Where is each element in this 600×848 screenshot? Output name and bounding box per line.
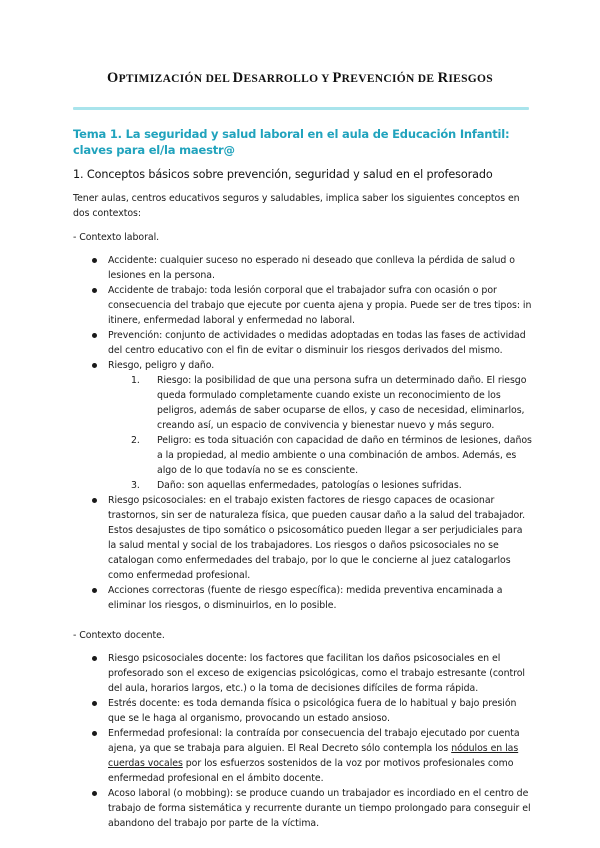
title-divider <box>73 107 529 110</box>
underlined-text: nódulos en las cuerdas vocales <box>108 743 519 769</box>
numbered-item: 2. Peligro: es toda situación con capacidad de daño en términos de lesiones, daños a la propiedad, al medio ambiente o una combinación de ambos. Además, es algo de lo que todavía no se es consciente. <box>131 435 532 476</box>
context-label-docente: - Contexto docente. <box>73 630 165 641</box>
list-item: Prevención: conjunto de actividades o medidas adoptadas en todas las fases de actividad del centro educativo con el fin de evitar o disminuir los riesgos derivados del mismo. <box>73 328 533 358</box>
list-item: Riesgo, peligro y daño. 1. Riesgo: la posibilidad de que una persona sufra un determinado daño. El riesgo queda formulado completamente cuando existe un reconocimiento de los peligros, además de saber ocuparse de ellos, y caso de necesidad, eliminarlos, creando así, un espacio de convivencia y bienestar nuevo y más seguro. 2. Peligro: es toda situación con capacidad de daño en términos de lesiones, daños a la propiedad, al medio ambiente o una combinación de ambos. Además, es algo de lo que todavía no se es consciente. 3. Daño: son aquellas enfermedades, patologías o lesiones sufridas. <box>73 358 533 493</box>
context-label-laboral: - Contexto laboral. <box>73 232 160 243</box>
topic-heading: Tema 1. La seguridad y salud laboral en el aula de Educación Infantil: claves para el/la maestr@ <box>73 127 510 157</box>
list-item: Riesgo psicosociales docente: los factores que facilitan los daños psicosociales en el profesorado son el exceso de exigencias psicológicas, como el trabajo estresante (control del aula, horarios largos, etc.) o la toma de decisiones difíciles de forma rápida. <box>73 651 533 696</box>
list-item: Riesgo psicosociales: en el trabajo existen factores de riesgo capaces de ocasionar trastornos, sin ser de naturaleza física, que pueden causar daño a la salud del trabajador. Estos desajustes de tipo somático o psicosomático pueden llegar a ser perjudiciales para la salud mental y social de los trabajadores. Los riesgos o daños psicosociales no se catalogan como enfermedades del trabajo, por lo que le concierne al juez catalogarlos como enfermedad profesional. <box>73 493 533 583</box>
list-item: Enfermedad profesional: la contraída por consecuencia del trabajo ejecutado por cuenta ajena, ya que se trabaja para alguien. El Real Decreto sólo contempla los nódulos en las cuerdas vocales por los esfuerzos sostenidos de la voz por motivos profesionales como enfermedad profesional en el ámbito docente. <box>73 726 533 786</box>
list-item: Acoso laboral (o mobbing): se produce cuando un trabajador es incordiado en el centro de trabajo de forma sistemática y recurrente durante un tiempo prolongado para conseguir el abandono del trabajo por parte de la víctima. <box>73 786 533 831</box>
list-item: Accidente: cualquier suceso no esperado ni deseado que conlleva la pérdida de salud o lesiones en la persona. <box>73 253 533 283</box>
bullet-list-docente <box>73 651 533 831</box>
numbered-item: 1. Riesgo: la posibilidad de que una persona sufra un determinado daño. El riesgo queda formulado completamente cuando existe un reconocimiento de los peligros, además de saber ocuparse de ellos, y caso de necesidad, eliminarlos, creando así, un espacio de convivencia y bienestar nuevo y más seguro. <box>131 375 527 431</box>
list-item: Estrés docente: es toda demanda física o psicológica fuera de lo habitual y bajo presión que se le haga al organismo, provocando un estado ansioso. <box>73 696 533 726</box>
section-heading: 1. Conceptos básicos sobre prevención, seguridad y salud en el profesorado <box>73 168 493 181</box>
bullet-list-laboral <box>73 253 533 613</box>
document-body <box>73 126 533 846</box>
document-title: OPTIMIZACIÓN DEL DESARROLLO Y PREVENCIÓN DE RIESGOS <box>107 70 493 86</box>
intro-paragraph: Tener aulas, centros educativos seguros y saludables, implica saber los siguientes conceptos en dos contextos: <box>73 193 520 219</box>
numbered-item: 3. Daño: son aquellas enfermedades, patologías o lesiones sufridas. <box>131 480 462 491</box>
list-item: Acciones correctoras (fuente de riesgo específica): medida preventiva encaminada a eliminar los riesgos, o disminuirlos, en lo posible. <box>73 583 533 613</box>
numbered-list <box>108 373 533 493</box>
list-item: Accidente de trabajo: toda lesión corporal que el trabajador sufra con ocasión o por consecuencia del trabajo que ejecute por cuenta ajena y propia. Puede ser de tres tipos: in itinere, enfermedad laboral y enfermedad no laboral. <box>73 283 533 328</box>
